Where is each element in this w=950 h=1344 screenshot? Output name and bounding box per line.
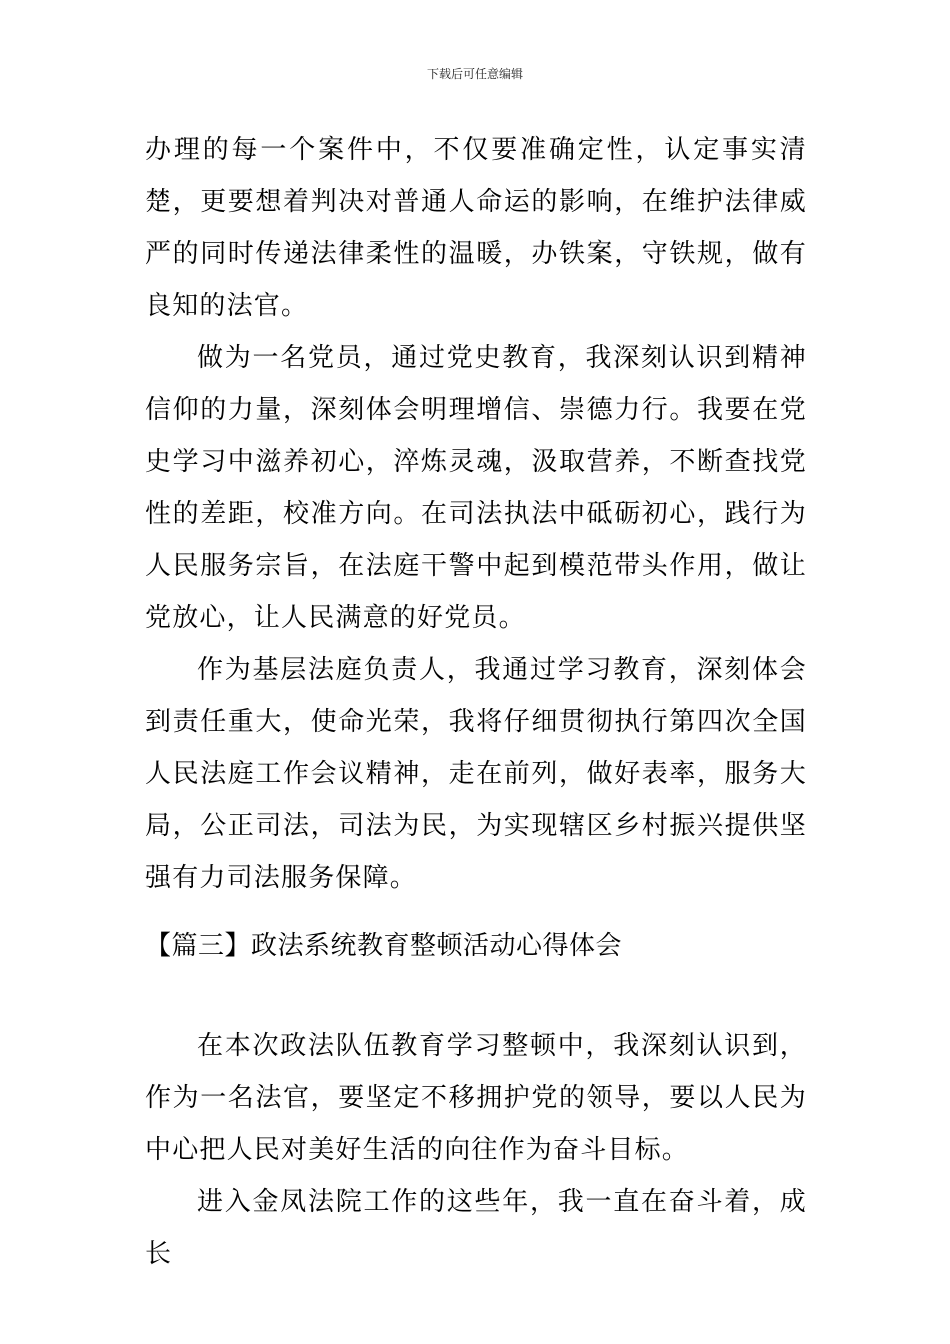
paragraph-rectification: 在本次政法队伍教育学习整顿中，我深刻认识到，作为一名法官，要坚定不移拥护党的领导，要以人民为中心把人民对美好生活的向往作为奋斗目标。: [145, 1031, 807, 1165]
page-header-note: 下载后可任意编辑: [426, 67, 523, 81]
document-body-top: [145, 124, 807, 904]
paragraph-continued: 办理的每一个案件中，不仅要准确定性，认定事实清楚，更要想着判决对普通人命运的影响，在维护法律威严的同时传递法律柔性的温暖，办铁案，守铁规，做有良知的法官。: [145, 135, 807, 321]
section-heading: 【篇三】政法系统教育整顿活动心得体会: [145, 931, 623, 961]
document-body-bottom: [145, 1020, 807, 1280]
paragraph-party-member: 做为一名党员，通过党史教育，我深刻认识到精神信仰的力量，深刻体会明理增信、崇德力行。我要在党史学习中滋养初心，淬炼灵魂，汲取营养，不断查找党性的差距，校准方向。在司法执法中砥砺初心，践行为人民服务宗旨，在法庭干警中起到模范带头作用，做让党放心，让人民满意的好党员。: [145, 343, 807, 633]
paragraph-jinfeng-court: 进入金凤法院工作的这些年，我一直在奋斗着，成长: [145, 1187, 807, 1269]
paragraph-tribunal-head: 作为基层法庭负责人，我通过学习教育，深刻体会到责任重大，使命光荣，我将仔细贯彻执行第四次全国人民法庭工作会议精神，走在前列，做好表率，服务大局，公正司法，司法为民，为实现辖区乡村振兴提供坚强有力司法服务保障。: [145, 655, 807, 893]
